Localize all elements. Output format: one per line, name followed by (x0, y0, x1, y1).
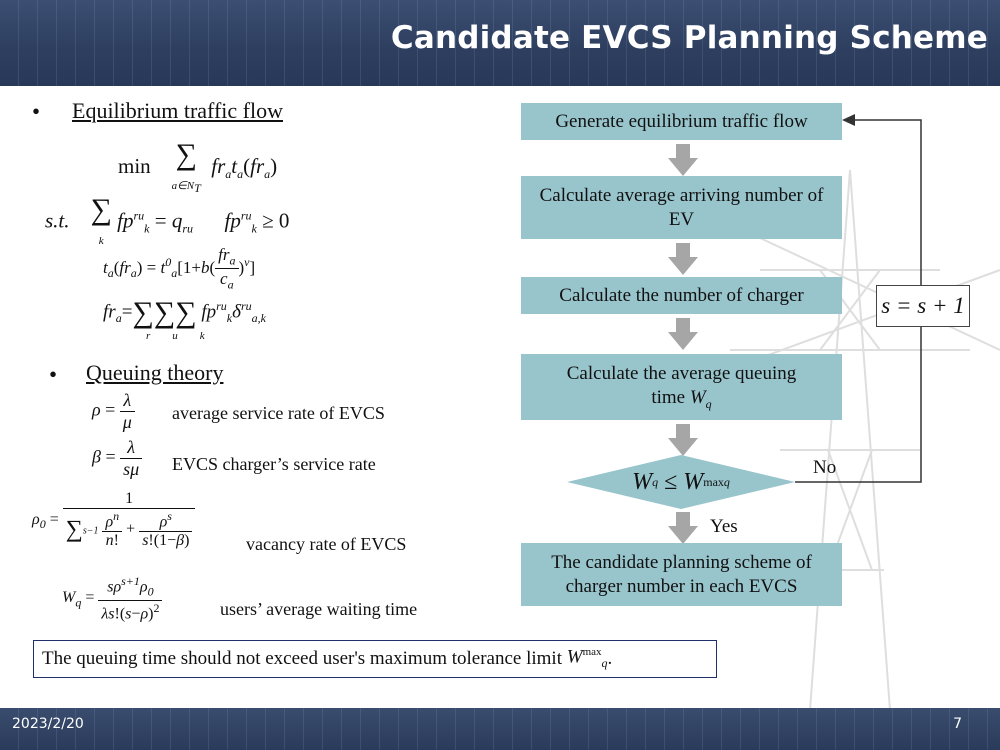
wq-sub: q (705, 396, 712, 411)
flow-step-candidate-scheme: The candidate planning scheme of charger number in each EVCS (521, 543, 842, 606)
footer-band (0, 708, 1000, 750)
down-arrow-icon (668, 512, 698, 544)
yes-label: Yes (710, 516, 738, 537)
link-flow-formula: $fr_a=\sum\sum\sum$ $fp^{ru}_k\delta^{ru}_{a,k}$ ruk (103, 296, 266, 342)
rho0-description: vacancy rate of EVCS (246, 534, 407, 554)
wq-formula: $W_q$ = $\frac{s\rho^{s+1}\rho_0}{\lambda s!(s-\rho)^2}$ (62, 574, 162, 623)
queuing-time-line2: time (651, 386, 686, 408)
down-arrow-icon (668, 318, 698, 350)
link-time-formula: $t_a(fr_a) = t^0_a[1+b$( $\frac{fr_a}{c_a}$ )$^v$] (103, 245, 256, 292)
beta-description: EVCS charger’s service rate (172, 454, 376, 474)
flow-step-number-of-charger: Calculate the number of charger (521, 277, 842, 314)
wq-var: W (689, 386, 706, 408)
tolerance-note-end: . (607, 648, 613, 669)
flow-step-arriving-ev: Calculate average arriving number of EV (521, 176, 842, 239)
footer-date: 2023/2/20 (12, 716, 84, 732)
objective-formula: min ∑ $a\in N_T$ $fr_at_a(fr_a)$ (118, 138, 278, 196)
page-number: 7 (953, 716, 962, 732)
down-arrow-icon (668, 144, 698, 176)
wq-description: users’ average waiting time (220, 599, 418, 619)
rho-formula: ρ = $\frac{\lambda}{\mu}$ (92, 390, 135, 433)
footer-texture (0, 708, 1000, 750)
bullet-dot: • (32, 99, 41, 124)
down-arrow-icon (668, 424, 698, 456)
constraint-formula: s.t. ∑ k $fp^{ru}_k = q_{ru}$ $fp^{ru}_k \ge 0$ (45, 193, 290, 247)
flow-step-generate-traffic-flow: Generate equilibrium traffic flow (521, 103, 842, 140)
down-arrow-icon (668, 243, 698, 275)
equilibrium-heading: Equilibrium traffic flow (72, 98, 283, 123)
queuing-heading: Queuing theory (86, 360, 224, 385)
rho-description: average service rate of EVCS (172, 403, 385, 423)
tolerance-note: The queuing time should not exceed user's maximum tolerance limit $W^{max}_q$ . (33, 640, 717, 678)
rho0-formula: $\rho_0$ = 1 ∑s−1 $\frac{\rho^n}{n!}$ + $\frac{\rho^s}{s!(1-\beta)}$ (32, 490, 195, 550)
no-label: No (813, 457, 837, 478)
bullet-dot: • (49, 362, 58, 387)
slide-title: Candidate EVCS Planning Scheme (390, 20, 988, 56)
beta-formula: β = $\frac{\lambda}{s\mu}$ (92, 437, 142, 480)
tolerance-note-text: The queuing time should not exceed user's maximum tolerance limit (42, 648, 562, 669)
queuing-time-line1: Calculate the average queuing (566, 363, 797, 385)
update-s-box: s = s + 1 (876, 285, 970, 327)
decision-condition: W q ≤ W max q (632, 468, 730, 495)
flow-step-queuing-time (521, 354, 842, 420)
